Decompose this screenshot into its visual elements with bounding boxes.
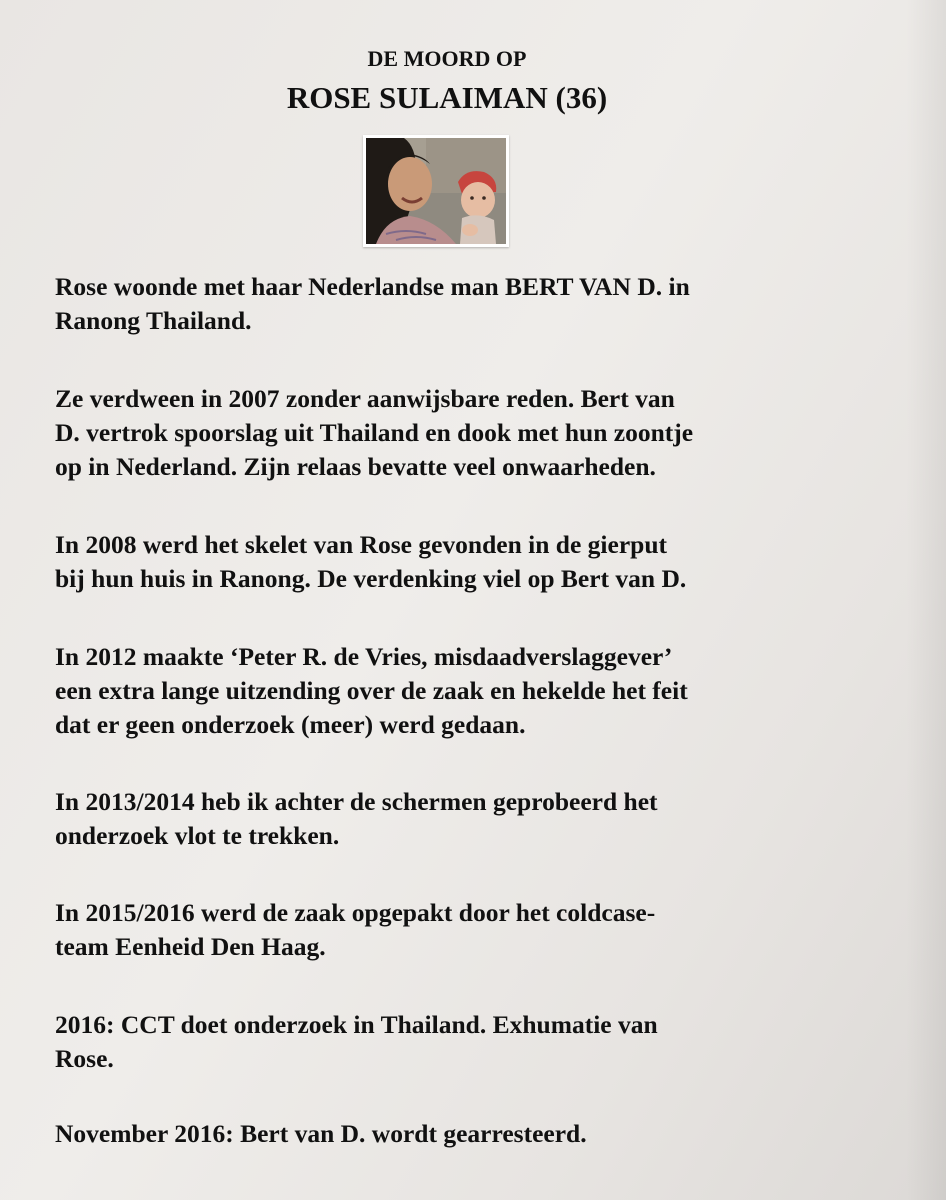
paragraph-arrest bbox=[55, 1117, 885, 1151]
paragraph-disappearance bbox=[55, 382, 885, 484]
paragraph-line: op in Nederland. Zijn relaas bevatte veel onwaarheden. bbox=[55, 452, 656, 481]
paragraph-line: bij hun huis in Ranong. De verdenking viel op Bert van D. bbox=[55, 564, 687, 593]
paragraph-line: Rose. bbox=[55, 1044, 114, 1073]
paragraph-line: dat er geen onderzoek (meer) werd gedaan. bbox=[55, 710, 526, 739]
paragraph-line: team Eenheid Den Haag. bbox=[55, 932, 326, 961]
paragraph-line: November 2016: Bert van D. wordt gearresteerd. bbox=[55, 1119, 587, 1148]
paragraph-line: 2016: CCT doet onderzoek in Thailand. Exhumatie van bbox=[55, 1010, 658, 1039]
paragraph-line: In 2015/2016 werd de zaak opgepakt door het coldcase- bbox=[55, 898, 656, 927]
paragraph-skeleton bbox=[55, 528, 885, 596]
portrait-photo bbox=[363, 135, 509, 247]
paragraph-line: Ranong Thailand. bbox=[55, 306, 252, 335]
paragraph-line: onderzoek vlot te trekken. bbox=[55, 821, 340, 850]
heading-small: DE MOORD OP bbox=[367, 46, 527, 71]
paragraph-line: D. vertrok spoorslag uit Thailand en dook met hun zoontje bbox=[55, 418, 694, 447]
paragraph-line: In 2008 werd het skelet van Rose gevonden in de gierput bbox=[55, 530, 668, 559]
paragraph-line: In 2013/2014 heb ik achter de schermen geprobeerd het bbox=[55, 787, 658, 816]
paragraph-exhumation bbox=[55, 1008, 885, 1076]
paragraph-line: Rose woonde met haar Nederlandse man BERT VAN D. in bbox=[55, 272, 690, 301]
heading-large: ROSE SULAIMAN (36) bbox=[286, 80, 608, 115]
portrait-photo-image bbox=[366, 138, 506, 244]
paragraph-behind-scenes bbox=[55, 785, 885, 853]
paragraph-line: In 2012 maakte ‘Peter R. de Vries, misdaadverslaggever’ bbox=[55, 642, 673, 671]
paragraph-line: een extra lange uitzending over de zaak en hekelde het feit bbox=[55, 676, 688, 705]
paragraph-coldcase bbox=[55, 896, 885, 964]
paper-shadow bbox=[906, 0, 946, 1200]
paragraph-line: Ze verdween in 2007 zonder aanwijsbare reden. Bert van bbox=[55, 384, 675, 413]
paragraph-broadcast bbox=[55, 640, 885, 742]
paragraph-intro bbox=[55, 270, 885, 338]
